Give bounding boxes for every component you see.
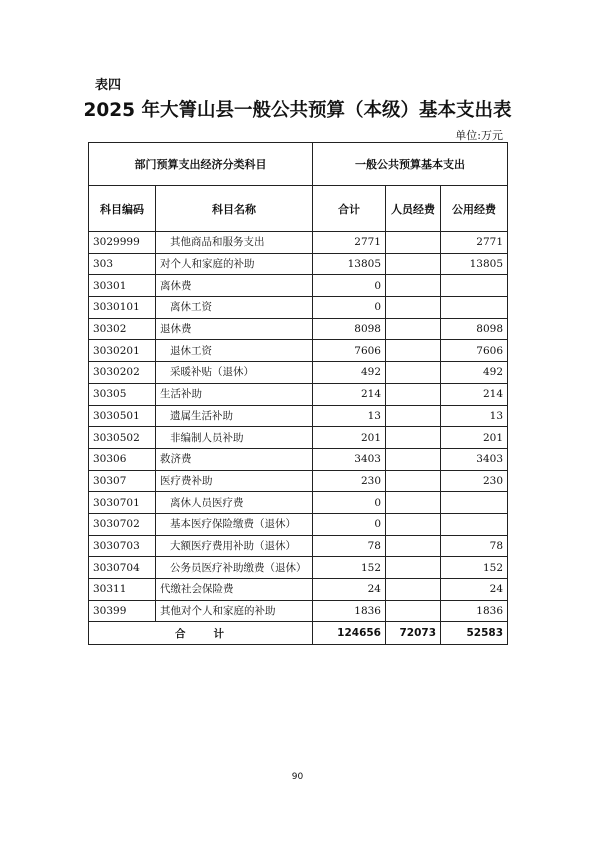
header-group-left: 部门预算支出经济分类科目 [89, 143, 313, 186]
cell-total: 13805 [313, 253, 386, 275]
cell-name: 遗属生活补助 [156, 405, 313, 427]
cell-personnel [386, 362, 441, 384]
cell-personnel [386, 448, 441, 470]
table-label: 表四 [95, 78, 122, 93]
cell-personnel [386, 427, 441, 449]
total-row [89, 622, 508, 645]
table-row [89, 253, 508, 275]
cell-public [441, 275, 508, 297]
cell-public: 1836 [441, 600, 508, 622]
cell-name: 其他商品和服务支出 [156, 232, 313, 254]
table-body [89, 232, 508, 622]
cell-total: 1836 [313, 600, 386, 622]
cell-public: 13805 [441, 253, 508, 275]
cell-total: 8098 [313, 318, 386, 340]
table-row [89, 427, 508, 449]
cell-code: 3030201 [89, 340, 156, 362]
cell-code: 30311 [89, 579, 156, 601]
cell-code: 3030701 [89, 492, 156, 514]
cell-total: 201 [313, 427, 386, 449]
cell-code: 3030501 [89, 405, 156, 427]
cell-name: 离休工资 [156, 297, 313, 319]
col-header-total: 合计 [313, 186, 386, 232]
cell-code: 3030101 [89, 297, 156, 319]
cell-name: 医疗费补助 [156, 470, 313, 492]
page-title: 2025 年大箐山县一般公共预算（本级）基本支出表 [83, 100, 512, 121]
cell-public: 7606 [441, 340, 508, 362]
cell-code: 3030502 [89, 427, 156, 449]
cell-code: 30307 [89, 470, 156, 492]
cell-code: 30305 [89, 383, 156, 405]
table-row [89, 579, 508, 601]
cell-total: 230 [313, 470, 386, 492]
cell-name: 离休费 [156, 275, 313, 297]
cell-public: 201 [441, 427, 508, 449]
table-row [89, 513, 508, 535]
page-number: 90 [291, 772, 304, 782]
cell-personnel [386, 340, 441, 362]
total-label: 合计 [89, 622, 313, 645]
table-row [89, 557, 508, 579]
cell-name: 离休人员医疗费 [156, 492, 313, 514]
cell-public [441, 297, 508, 319]
table-row [89, 362, 508, 384]
cell-code: 30306 [89, 448, 156, 470]
cell-total: 0 [313, 513, 386, 535]
col-header-public: 公用经费 [441, 186, 508, 232]
cell-total: 214 [313, 383, 386, 405]
cell-public: 24 [441, 579, 508, 601]
cell-personnel [386, 557, 441, 579]
col-header-name: 科目名称 [156, 186, 313, 232]
cell-personnel [386, 405, 441, 427]
unit-label: 单位:万元 [455, 129, 503, 142]
cell-public: 13 [441, 405, 508, 427]
header-column-row [89, 186, 508, 232]
cell-public [441, 492, 508, 514]
cell-name: 其他对个人和家庭的补助 [156, 600, 313, 622]
cell-code: 30301 [89, 275, 156, 297]
table-row [89, 492, 508, 514]
cell-name: 退休工资 [156, 340, 313, 362]
cell-name: 非编制人员补助 [156, 427, 313, 449]
col-header-personnel: 人员经费 [386, 186, 441, 232]
cell-public [441, 513, 508, 535]
cell-code: 3030703 [89, 535, 156, 557]
cell-personnel [386, 535, 441, 557]
table-row [89, 340, 508, 362]
cell-public: 214 [441, 383, 508, 405]
table-row [89, 535, 508, 557]
cell-public: 2771 [441, 232, 508, 254]
cell-total: 78 [313, 535, 386, 557]
total-personnel: 72073 [386, 622, 441, 645]
cell-total: 13 [313, 405, 386, 427]
table-row [89, 405, 508, 427]
total-public: 52583 [441, 622, 508, 645]
cell-total: 152 [313, 557, 386, 579]
cell-code: 30302 [89, 318, 156, 340]
cell-code: 30399 [89, 600, 156, 622]
cell-personnel [386, 318, 441, 340]
cell-personnel [386, 275, 441, 297]
cell-personnel [386, 253, 441, 275]
cell-name: 大额医疗费用补助（退休） [156, 535, 313, 557]
budget-table [88, 142, 508, 645]
cell-code: 3030702 [89, 513, 156, 535]
cell-name: 代缴社会保险费 [156, 579, 313, 601]
cell-personnel [386, 470, 441, 492]
cell-personnel [386, 297, 441, 319]
table-row [89, 297, 508, 319]
cell-total: 3403 [313, 448, 386, 470]
table-row [89, 470, 508, 492]
cell-total: 0 [313, 275, 386, 297]
table-row [89, 232, 508, 254]
cell-name: 对个人和家庭的补助 [156, 253, 313, 275]
cell-public: 230 [441, 470, 508, 492]
cell-total: 2771 [313, 232, 386, 254]
cell-name: 基本医疗保险缴费（退休） [156, 513, 313, 535]
cell-total: 24 [313, 579, 386, 601]
table-row [89, 275, 508, 297]
cell-name: 退休费 [156, 318, 313, 340]
table-row [89, 383, 508, 405]
cell-total: 492 [313, 362, 386, 384]
cell-total: 7606 [313, 340, 386, 362]
cell-personnel [386, 579, 441, 601]
cell-name: 生活补助 [156, 383, 313, 405]
table-row [89, 600, 508, 622]
cell-code: 303 [89, 253, 156, 275]
cell-name: 采暖补贴（退休） [156, 362, 313, 384]
cell-personnel [386, 232, 441, 254]
cell-public: 492 [441, 362, 508, 384]
cell-total: 0 [313, 297, 386, 319]
cell-name: 公务员医疗补助缴费（退休） [156, 557, 313, 579]
cell-public: 152 [441, 557, 508, 579]
cell-code: 3029999 [89, 232, 156, 254]
total-total: 124656 [313, 622, 386, 645]
cell-personnel [386, 492, 441, 514]
header-group-right: 一般公共预算基本支出 [313, 143, 508, 186]
cell-public: 78 [441, 535, 508, 557]
cell-personnel [386, 600, 441, 622]
table-row [89, 318, 508, 340]
col-header-code: 科目编码 [89, 186, 156, 232]
cell-code: 3030202 [89, 362, 156, 384]
cell-public: 3403 [441, 448, 508, 470]
cell-name: 救济费 [156, 448, 313, 470]
cell-total: 0 [313, 492, 386, 514]
cell-personnel [386, 383, 441, 405]
header-group-row [89, 143, 508, 186]
cell-code: 3030704 [89, 557, 156, 579]
table-row [89, 448, 508, 470]
cell-personnel [386, 513, 441, 535]
cell-public: 8098 [441, 318, 508, 340]
